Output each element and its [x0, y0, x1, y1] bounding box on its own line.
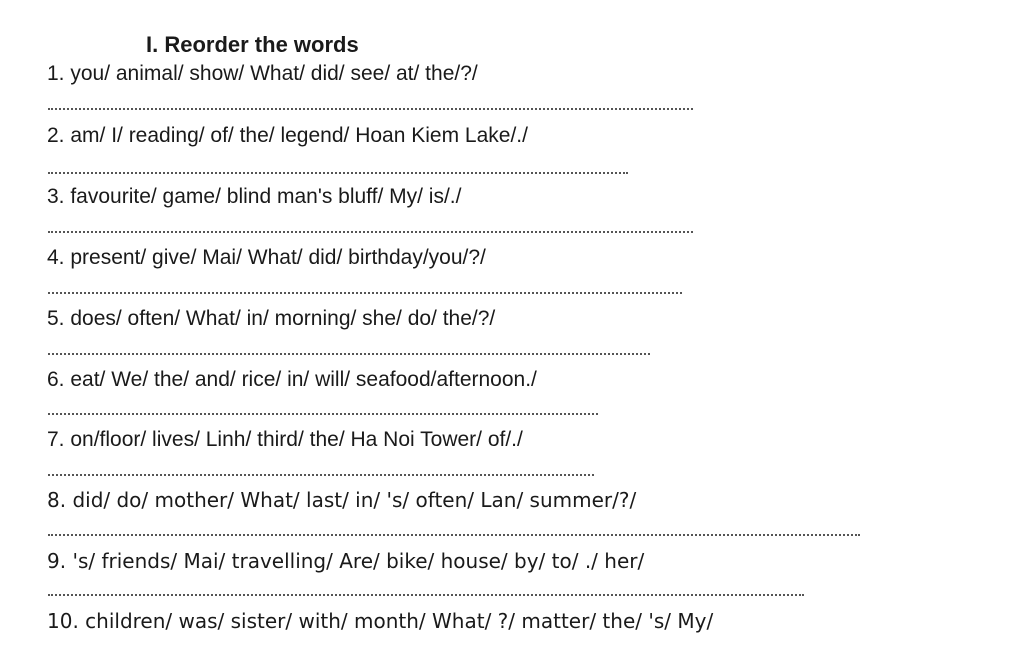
worksheet-title: I. Reorder the words	[146, 32, 359, 57]
question-6: 6. eat/ We/ the/ and/ rice/ in/ will/ seafood/afternoon./	[47, 368, 537, 391]
question-3: 3. favourite/ game/ blind man's bluff/ My/ is/./	[47, 185, 462, 208]
answer-line-9[interactable]	[48, 594, 804, 596]
answer-line-7[interactable]	[48, 474, 594, 476]
answer-line-2[interactable]	[48, 172, 628, 174]
question-7: 7. on/floor/ lives/ Linh/ third/ the/ Ha Noi Tower/ of/./	[47, 428, 523, 451]
question-4: 4. present/ give/ Mai/ What/ did/ birthday/you/?/	[47, 246, 486, 269]
answer-line-5[interactable]	[48, 353, 650, 355]
question-1: 1. you/ animal/ show/ What/ did/ see/ at/ the/?/	[47, 62, 478, 85]
answer-line-3[interactable]	[48, 231, 693, 233]
question-8: 8. did/ do/ mother/ What/ last/ in/ 's/ often/ Lan/ summer/?/	[47, 488, 637, 512]
answer-line-4[interactable]	[48, 292, 682, 294]
question-5: 5. does/ often/ What/ in/ morning/ she/ do/ the/?/	[47, 307, 496, 330]
question-2: 2. am/ I/ reading/ of/ the/ legend/ Hoan Kiem Lake/./	[47, 124, 528, 147]
answer-line-8[interactable]	[48, 534, 860, 536]
answer-line-1[interactable]	[48, 108, 693, 110]
question-10: 10. children/ was/ sister/ with/ month/ What/ ?/ matter/ the/ 's/ My/	[47, 609, 714, 633]
answer-line-6[interactable]	[48, 413, 598, 415]
question-9: 9. 's/ friends/ Mai/ travelling/ Are/ bike/ house/ by/ to/ ./ her/	[47, 549, 645, 573]
